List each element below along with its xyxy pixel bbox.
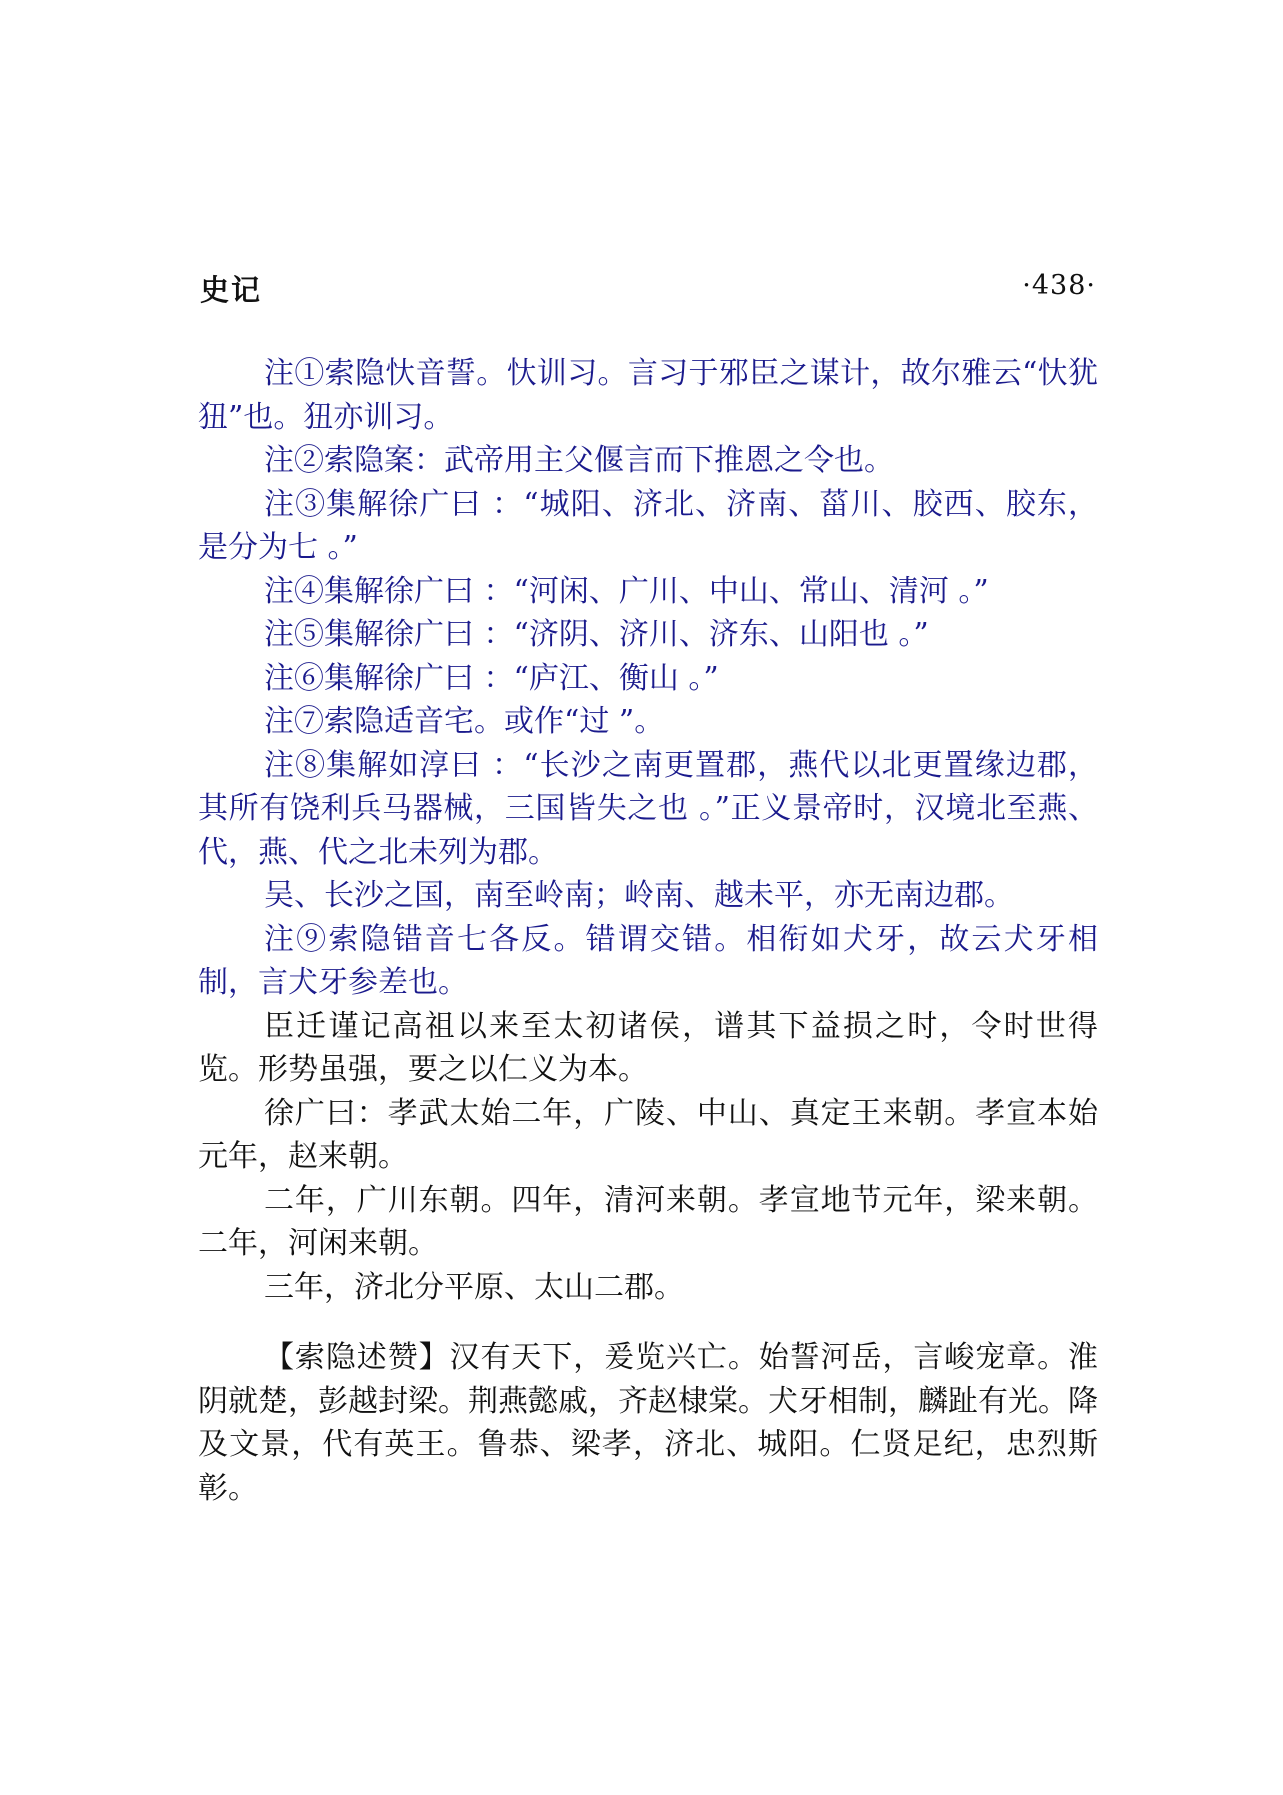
note-paragraph-7: 注⑦索隐适音宅。或作“过 ”。: [264, 704, 665, 739]
note-paragraph-9: 注⑨索隐错音七各反。错谓交错。相衔如犬牙，故云犬牙相制，言犬牙参差也。: [198, 921, 1098, 1000]
main-text-paragraph-3: 二年，广川东朝。四年，清河来朝。孝宣地节元年，梁来朝。二年，河闲来朝。: [198, 1182, 1098, 1261]
page-number: ·438·: [1022, 270, 1096, 301]
note-paragraph-6: 注⑥集解徐广曰 ：“庐江、衡山 。”: [264, 660, 719, 696]
note-paragraph-3: 注③集解徐广曰 ：“城阳、济北、济南、菑川、胶西、胶东，是分为七 。”: [198, 486, 1098, 565]
main-text-paragraph-2: 徐广曰：孝武太始二年，广陵、中山、真定王来朝。孝宣本始元年，赵来朝。: [198, 1095, 1098, 1174]
note-paragraph-8-continued: 吴、长沙之国，南至岭南；岭南、越未平，亦无南边郡。: [264, 878, 1014, 913]
book-title: 史记: [200, 273, 263, 307]
note-paragraph-8: 注⑧集解如淳曰 ：“长沙之南更置郡，燕代以北更置缘边郡，其所有饶利兵马器械，三国皆失之也 。”正义景帝时，汉境北至燕、代，燕、代之北未列为郡。: [198, 747, 1098, 870]
page-header: [200, 268, 1096, 308]
main-text-paragraph-4: 三年，济北分平原、太山二郡。: [264, 1269, 684, 1305]
main-text-paragraph-1: 臣迁谨记高祖以来至太初诸侯，谱其下益损之时，令时世得览。形势虽强，要之以仁义为本。: [198, 1008, 1098, 1087]
note-paragraph-2: 注②索隐案：武帝用主父偃言而下推恩之令也。: [264, 443, 894, 478]
suoyin-eulogy: [198, 1336, 1098, 1510]
note-paragraph-4: 注④集解徐广曰 ：“河闲、广川、中山、常山、清河 。”: [264, 573, 989, 609]
note-paragraph-5: 注⑤集解徐广曰 ：“济阴、济川、济东、山阳也 。”: [264, 617, 929, 652]
note-paragraph-1: 注①索隐忕音誓。忕训习。言习于邪臣之谋计，故尔雅云“忕犹狃”也。狃亦训习。: [198, 356, 1098, 435]
eulogy-paragraph: 【索隐述赞】汉有天下，爰览兴亡。始誓河岳，言峻宠章。淮阴就楚，彭越封梁。荆燕懿戚，齐赵棣棠。犬牙相制，麟趾有光。降及文景，代有英王。鲁恭、梁孝，济北、城阳。仁贤足纪，忠烈斯彰。: [198, 1340, 1098, 1506]
annotation-body: [198, 352, 1098, 1309]
